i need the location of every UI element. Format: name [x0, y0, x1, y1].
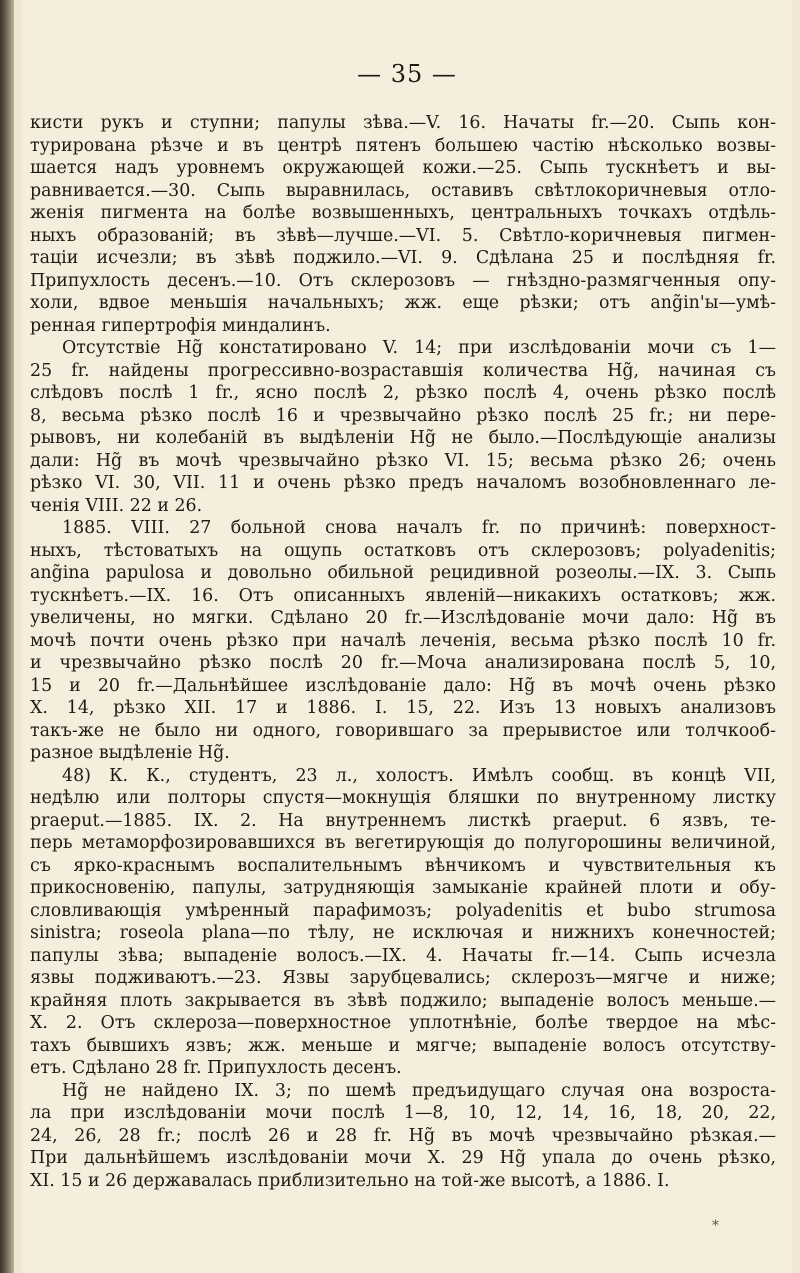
text-line: турирована рѣзче и въ центрѣ пятенъ большею частію нѣсколько возвы- — [30, 135, 776, 156]
text-line: X. 2. Отъ склероза—поверхностное уплотнѣніе, болѣе твердое на мѣс- — [30, 1013, 776, 1033]
text-line: такъ-же не было ни одного, говорившаго за прерывистое или толчкооб- — [30, 720, 776, 741]
text-line: перь метаморфозировавшихся въ вегетирующія до полугорошины величиной, — [30, 833, 776, 853]
text-line: мочѣ почти очень рѣзко при началѣ леченія, весьма рѣзко послѣ 10 fr. — [30, 630, 776, 651]
text-line: ang̃ina papulosa и довольно обильной рецидивной розеолы.—IX. 3. Сыпь — [30, 563, 776, 583]
text-line: sinistra; roseola plana—по тѣлу, не исключая и нижнихъ конечностей; — [30, 923, 776, 943]
text-line: женія пигмента на болѣе возвышенныхъ, центральныхъ точкахъ отдѣль- — [30, 203, 776, 223]
text-line: Отсутствіе Hg̃ констатировано V. 14; при изслѣдованіи мочи съ 1— — [62, 338, 776, 358]
text-line: дали: Hg̃ въ мочѣ чрезвычайно рѣзко VI. 15; весьма рѣзко 26; очень — [30, 450, 776, 471]
text-line: тускнѣетъ.—IX. 16. Отъ описанныхъ явленій—никакихъ остатковъ; жж. — [30, 585, 776, 606]
text-line: X. 14, рѣзко XII. 17 и 1886. I. 15, 22. Изъ 13 новыхъ анализовъ — [30, 698, 776, 718]
text-line: таціи исчезли; въ зѣвѣ поджило.—VI. 9. Сдѣлана 25 и послѣдняя fr. — [30, 248, 776, 268]
paragraph — [30, 765, 776, 1080]
page-number: — 35 — — [357, 60, 457, 88]
text-line: шается надъ уровнемъ окружающей кожи.—25. Сыпь тускнѣетъ и вы- — [30, 158, 776, 178]
text-line: praeput.—1885. IX. 2. На внутреннемъ листкѣ praeput. 6 язвъ, те- — [30, 810, 776, 831]
text-line: ныхъ образованій; въ зѣвѣ—лучше.—VI. 5. Свѣтло-коричневыя пигмен- — [30, 225, 776, 246]
paragraph — [30, 337, 776, 517]
text-line: етъ. Сдѣлано 28 fr. Припухлость десенъ. — [30, 1058, 402, 1078]
text-line: 25 fr. найдены прогрессивно-возраставшія количества Hg̃, начиная съ — [30, 360, 776, 381]
text-line: слѣдовъ послѣ 1 fr., ясно послѣ 2, рѣзко послѣ 4, очень рѣзко послѣ — [30, 383, 776, 403]
text-line: рывовъ, ни колебаній въ выдѣленіи Hg̃ не было.—Послѣдующіе анализы — [30, 428, 776, 448]
text-line: ченія VIII. 22 и 26. — [30, 495, 203, 516]
text-line: язвы подживаютъ.—23. Язвы зарубцевались; склерозъ—мягче и ниже; — [30, 968, 776, 988]
text-line: тахъ бывшихъ язвъ; жж. меньше и мягче; выпаденіе волосъ отсутству- — [30, 1035, 776, 1056]
text-line: 8, весьма рѣзко послѣ 16 и чрезвычайно рѣзко послѣ 25 fr.; ни пере- — [30, 405, 776, 426]
text-line: ренная гипертрофія миндалинъ. — [30, 315, 331, 336]
text-line: 1885. VIII. 27 больной снова началъ fr. по причинѣ: поверхност- — [62, 518, 776, 538]
paragraph — [30, 517, 776, 765]
text-line: увеличены, но мягки. Сдѣлано 20 fr.—Изслѣдованіе мочи дало: Hg̃ въ — [30, 608, 776, 628]
text-line: и чрезвычайно рѣзко послѣ 20 fr.—Моча анализирована послѣ 5, 10, — [30, 653, 776, 673]
text-line: XI. 15 и 26 державалась приблизительно на той-же высотѣ, а 1886. I. — [30, 1170, 670, 1191]
text-line: папулы зѣва; выпаденіе волосъ.—IX. 4. Начаты fr.—14. Сыпь исчезла — [30, 945, 776, 966]
text-line: съ ярко-краснымъ воспалительнымъ вѣнчикомъ и чувствительныя къ — [30, 855, 776, 876]
text-line: 24, 26, 28 fr.; послѣ 26 и 28 fr. Hg̃ въ мочѣ чрезвычайно рѣзкая.— — [30, 1125, 776, 1146]
text-line: ла при изслѣдованіи мочи послѣ 1—8, 10, 12, 14, 16, 18, 20, 22, — [30, 1103, 776, 1123]
footer-mark: * — [712, 1218, 719, 1234]
body-text — [30, 112, 776, 1192]
text-line: Припухлость десенъ.—10. Отъ склерозовъ — гнѣздно-размягченныя опу- — [30, 270, 776, 291]
text-line: 48) К. К., студентъ, 23 л., холостъ. Имѣлъ сообщ. въ концѣ VII, — [62, 765, 776, 786]
text-line: 15 и 20 fr.—Дальнѣйшее изслѣдованіе дало: Hg̃ въ мочѣ очень рѣзко — [30, 675, 776, 696]
text-line: Hg̃ не найдено IX. 3; по шемѣ предъидущаго случая она возроста- — [62, 1080, 776, 1101]
text-line: рѣзко VI. 30, VII. 11 и очень рѣзко предъ началомъ возобновленнаго ле- — [30, 473, 776, 493]
text-line: прикосновенію, папулы, затрудняющія замыканіе крайней плоти и обу- — [30, 878, 776, 898]
text-line: словливающія умѣренный парафимозъ; polyadenitis et bubo strumosa — [30, 900, 776, 921]
text-line: При дальнѣйшемъ изслѣдованіи мочи X. 29 Hg̃ упала до очень рѣзко, — [30, 1148, 776, 1168]
text-line: равнивается.—30. Сыпь выравнилась, оставивъ свѣтлокоричневыя отло- — [30, 180, 776, 201]
text-line: разное выдѣленіе Hg̃. — [30, 743, 230, 763]
book-page — [22, 0, 792, 1273]
text-line: холи, вдвое меньшія начальныхъ; жж. еще рѣзки; отъ ang̃in'ы—умѣ- — [30, 293, 776, 313]
text-line: кисти рукъ и ступни; папулы зѣва.—V. 16. Начаты fr.—20. Сыпь кон- — [30, 113, 776, 133]
text-line: крайняя плоть закрывается въ зѣвѣ поджило; выпаденіе волосъ меньше.— — [30, 990, 776, 1011]
book-spine-edge — [0, 0, 14, 1273]
text-line: ныхъ, тѣстоватыхъ на ощупь остатковъ отъ склерозовъ; polyadenitis; — [30, 540, 776, 561]
paragraph — [30, 112, 776, 337]
paragraph — [30, 1080, 776, 1193]
text-line: недѣлю или полторы спустя—мокнущія бляшки по внутренному листку — [30, 788, 776, 808]
